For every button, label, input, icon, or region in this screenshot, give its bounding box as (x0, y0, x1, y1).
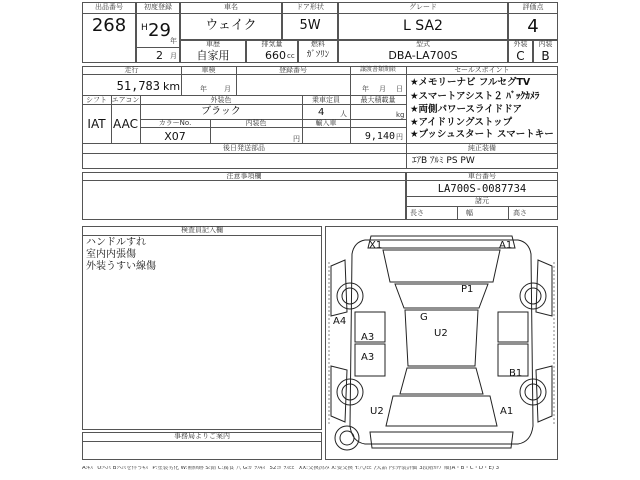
disp-value: 660 (265, 49, 286, 62)
reg-year-unit: 年 (170, 37, 177, 45)
damage-mark: A3 (361, 332, 375, 343)
score-label: 評価点 (522, 3, 544, 11)
car-name: ウェイク (205, 18, 257, 33)
disp-label: 排気量 (261, 40, 283, 48)
price-yen-unit: 円 (293, 135, 300, 143)
import-label: 輸入車 (315, 119, 337, 127)
dims-length: 長さ (410, 209, 424, 217)
inspector-label: 検査員記入欄 (181, 226, 223, 234)
car-diagram (325, 226, 558, 460)
usage-label: 車歴 (206, 40, 220, 48)
price-value: 9,140 (364, 131, 395, 142)
damage-mark: P1 (461, 284, 474, 295)
left-rear-panel (331, 366, 347, 422)
ext-grade-value: C (516, 49, 525, 63)
inspector-note: 室内内張傷 (86, 249, 136, 260)
load-label: 最大積載量 (360, 96, 396, 104)
usage-value: 自家用 (196, 49, 230, 62)
office-label: 事務局よりご案内 (174, 432, 230, 440)
rear-window (400, 368, 483, 394)
grade-label: グレード (409, 3, 437, 11)
notes-label: 注意事項欄 (226, 172, 262, 180)
doc-day-unit: 日 (396, 85, 403, 93)
sales-point-item: ★メモリーナビ フルセグTV (410, 77, 531, 88)
damage-mark: U2 (434, 328, 448, 339)
inspection-year-unit: 年 (200, 85, 207, 93)
ac-value: AAC (113, 117, 138, 131)
fuel-value: ｶﾞｿﾘﾝ (306, 50, 330, 60)
capacity-label: 乗車定員 (312, 96, 340, 104)
grade-value: L SA2 (403, 18, 443, 34)
sales-point-item: ★スマートアシスト２ ﾊﾞｯｸｶﾒﾗ (410, 91, 540, 102)
sales-point-item: ★プッシュスタート スマートキー (410, 129, 554, 140)
wheel-front-left (337, 283, 363, 309)
damage-mark: B1 (509, 368, 523, 379)
inspector-note: 外装うすい線傷 (86, 261, 156, 272)
wheel-front-right (520, 283, 546, 309)
capacity-value: 4 (318, 107, 325, 118)
tailgate (386, 396, 497, 426)
ext-grade-label: 外装 (513, 40, 528, 48)
sales-point-label: セールスポイント (454, 66, 510, 74)
frame-label: 車台番号 (468, 172, 496, 180)
sales-point-item: ★両側パワースライドドア (410, 104, 522, 115)
price-suffix: 円 (396, 133, 403, 141)
dims-width: 幅 (466, 209, 473, 217)
colorno-label: カラーNo. (158, 119, 192, 127)
color-label: 外装色 (210, 96, 232, 104)
disp-unit: cc (287, 52, 295, 60)
damage-mark: U2 (370, 406, 384, 417)
reg-month-unit: 月 (170, 52, 177, 60)
int-grade-value: B (541, 49, 550, 63)
name-label: 車名 (224, 3, 238, 11)
model-value: DBA-LA700S (388, 49, 458, 62)
damage-mark: A1 (500, 406, 514, 417)
front-bumper (368, 236, 515, 248)
damage-mark: X1 (369, 240, 383, 251)
intcolor-label: 内装色 (245, 119, 267, 127)
inspection-month-unit: 月 (224, 85, 231, 93)
shift-value: IAT (87, 117, 106, 131)
damage-mark: A3 (361, 352, 375, 363)
colorno-value: X07 (164, 130, 186, 143)
frame-number: LA700S-0087734 (437, 183, 527, 195)
doc-label: 譲渡書類期限 (359, 66, 396, 73)
reg-era: H (141, 23, 148, 33)
plate-label: 登録番号 (279, 66, 307, 74)
damage-mark: A1 (499, 240, 513, 251)
lot-number: 268 (91, 15, 127, 36)
doors-label: ドア形状 (296, 3, 324, 11)
doc-month-unit: 月 (379, 85, 386, 93)
lot-label: 出品番号 (95, 3, 123, 11)
legend-text: A:ｷｽﾞ U:ﾍｺﾐ B:ﾍｺﾐを伴うｷｽﾞ P:塗装劣化 W:補修跡 S:錆 C:腐食 穴 G:ｶﾞﾗｽｷｽﾞ 52:ｶﾞﾗｽﾋﾋﾞ XX:交換済み X:要交換 Y:穴/ﾋﾋﾞ/欠品 内:外装評価 3段階ｶｯﾌﾟ順(A・B・C・D・E) 3 (82, 466, 500, 471)
equipment-label: 純正装備 (468, 144, 496, 152)
hood (383, 250, 500, 282)
reg-label: 初度登録 (144, 3, 172, 11)
shift-label: シフト (86, 96, 107, 104)
inspector-note: ハンドルすれ (86, 237, 146, 248)
capacity-unit: 人 (340, 110, 347, 118)
right-rear-panel (536, 366, 552, 422)
right-door-front (498, 312, 528, 342)
sales-point-item: ★アイドリングストップ (410, 117, 513, 128)
equipment-value: ｴｱB ｱﾙﾐ PS PW (412, 156, 475, 166)
door-shape: 5W (299, 18, 321, 33)
rear-bumper (370, 432, 513, 448)
dims-label: 諸元 (475, 197, 489, 205)
int-grade-label: 内装 (538, 40, 553, 48)
model-label: 型式 (416, 40, 430, 48)
mileage-value: 51,783 (116, 79, 160, 93)
reg-month: 2 (156, 49, 163, 62)
load-unit: kg (396, 111, 405, 119)
parts-label: 後日発送部品 (223, 144, 265, 152)
dims-height: 高さ (513, 209, 527, 217)
mileage-unit: km (163, 80, 181, 93)
spare-wheel (335, 426, 359, 450)
windshield (395, 284, 488, 308)
inspection-label: 車検 (201, 66, 216, 74)
color-value: ブラック (201, 106, 241, 117)
reg-year: 29 (148, 20, 171, 41)
damage-mark: G (420, 312, 428, 323)
ac-label: エアコン (111, 96, 140, 104)
damage-mark: A4 (333, 316, 347, 327)
mileage-label: 走行 (124, 66, 139, 74)
doc-year-unit: 年 (362, 85, 369, 93)
score-value: 4 (527, 16, 539, 37)
fuel-label: 燃料 (311, 40, 325, 48)
